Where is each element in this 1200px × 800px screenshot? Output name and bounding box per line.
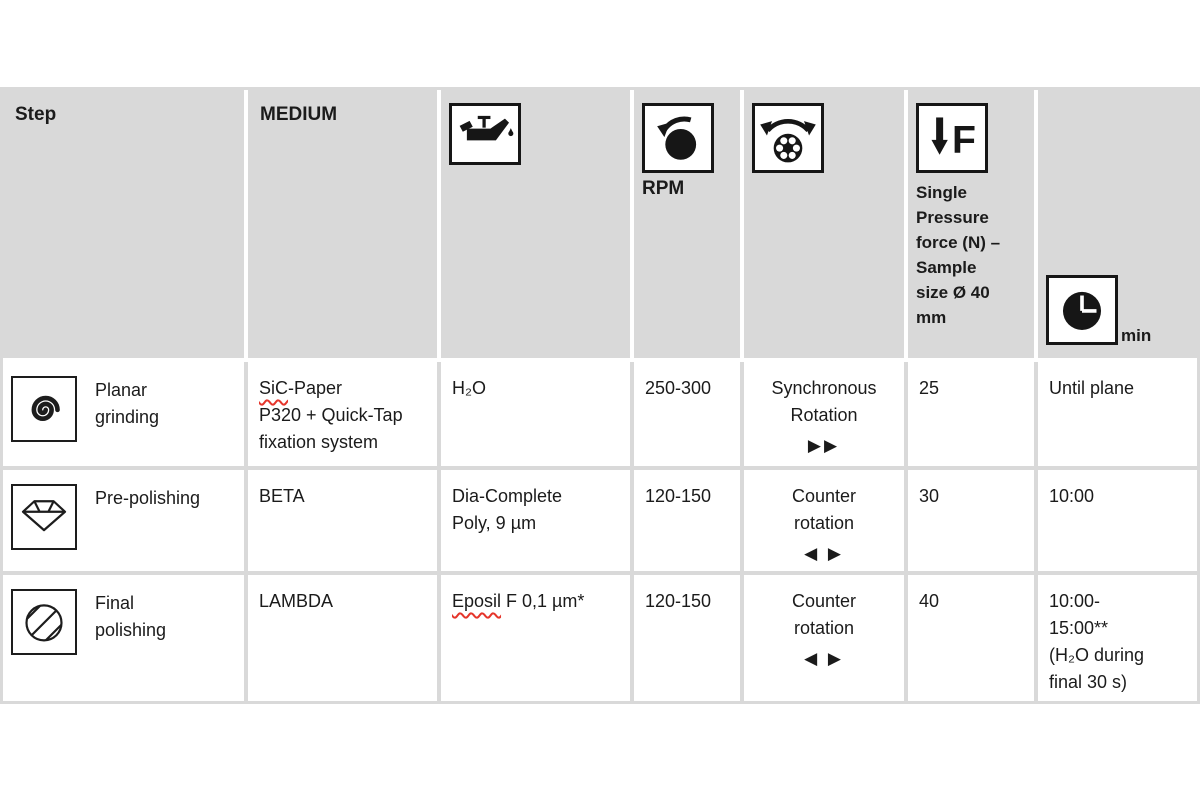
oil-can-icon (456, 114, 514, 154)
header-rpm (634, 90, 744, 362)
force-caption: Single Pressure force (N) – Sample size Ø 40 mm (916, 183, 1001, 327)
diamond-icon (16, 489, 72, 545)
rotation-icon-box (752, 103, 824, 173)
row3-rotation-cell (744, 575, 908, 701)
header-lubricant (441, 90, 634, 362)
row2-step-cell (3, 470, 248, 575)
row1-time-cell: Until plane (1038, 362, 1197, 470)
clock-icon-box (1046, 275, 1118, 345)
misspelled-word: SiC (259, 378, 289, 398)
header-step-label: Step (15, 104, 57, 125)
row1-step-cell (3, 362, 248, 470)
carrier-disc-rotation-icon (756, 110, 820, 166)
hatched-circle-icon (16, 594, 72, 650)
svg-text:F: F (952, 118, 976, 162)
header-rotation (744, 90, 908, 362)
row2-step-icon-box (11, 484, 77, 550)
row1-force-cell: 25 (908, 362, 1038, 470)
rpm-icon-box (642, 103, 714, 173)
header-medium (248, 90, 441, 362)
row2-rpm-cell: 120-150 (634, 470, 744, 575)
row1-rotation-cell (744, 362, 908, 470)
row3-step-cell (3, 575, 248, 701)
row2-step-label: Pre-polishing (95, 488, 201, 508)
row2-time-cell: 10:00 (1038, 470, 1197, 575)
row2-force-cell: 30 (908, 470, 1038, 575)
counter-rotation-arrows: ◀ ▶ (804, 649, 844, 668)
row3-force-cell: 40 (908, 575, 1038, 701)
row2-medium-cell: BETA (248, 470, 441, 575)
clock-icon (1053, 281, 1111, 339)
time-unit-label: min (1121, 326, 1152, 345)
row1-step-icon-box (11, 376, 77, 442)
rotating-disc-arrow-icon (649, 109, 707, 167)
preparation-method-table (0, 87, 1200, 704)
misspelled-word: Eposil (452, 591, 502, 611)
rpm-label: RPM (642, 178, 685, 199)
row1-lubricant-cell: H₂O (441, 362, 634, 470)
row1-rotation-text: Synchronous Rotation (771, 378, 877, 425)
row1-step-label: Planar grinding (95, 380, 160, 427)
header-medium-label: MEDIUM (260, 104, 338, 125)
header-time (1038, 90, 1197, 362)
synchronous-rotation-arrows: ▶▶ (807, 436, 841, 455)
spiral-grinding-icon (17, 382, 71, 436)
row2-suspension-cell: Dia-Complete Poly, 9 µm (441, 470, 634, 575)
header-force (908, 90, 1038, 362)
row3-rotation-text: Counter rotation (791, 591, 857, 638)
force-icon-box (916, 103, 988, 173)
counter-rotation-arrows: ◀ ▶ (804, 544, 844, 563)
row3-time-cell: 10:00- 15:00** (H₂O during final 30 s) (1038, 575, 1197, 701)
pressure-force-icon (924, 111, 980, 165)
row3-medium-cell: LAMBDA (248, 575, 441, 701)
row3-step-label: Final polishing (95, 593, 167, 640)
row1-medium-line1: SiC-Paper (259, 378, 343, 398)
oil-can-icon-box (449, 103, 521, 165)
row3-step-icon-box (11, 589, 77, 655)
row1-medium-more: P320 + Quick-Tap fixation system (259, 405, 403, 452)
row1-medium-cell (248, 362, 441, 470)
row2-rotation-text: Counter rotation (791, 486, 857, 533)
row2-rotation-cell (744, 470, 908, 575)
header-step (3, 90, 248, 362)
row1-rpm-cell: 250-300 (634, 362, 744, 470)
row3-rpm-cell: 120-150 (634, 575, 744, 701)
row3-suspension-cell: Eposil F 0,1 µm* (441, 575, 634, 701)
